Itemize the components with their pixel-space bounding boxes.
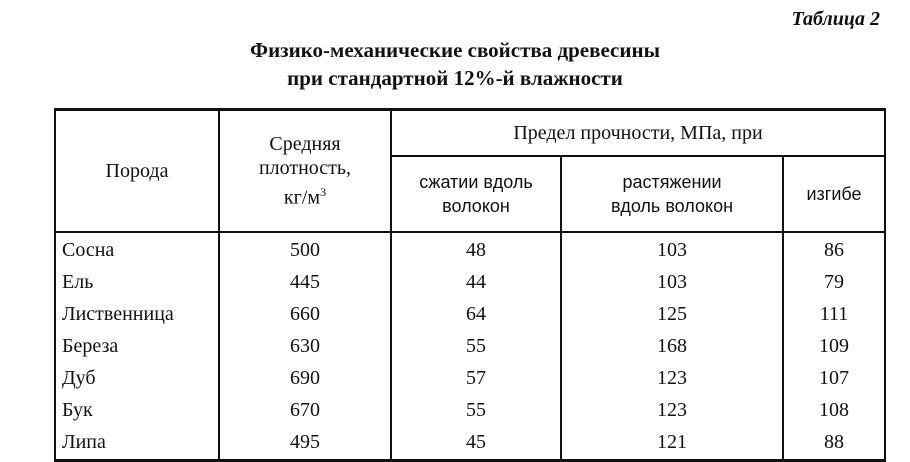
cell-density: 500: [219, 232, 391, 267]
header-density: [219, 110, 391, 232]
density-unit-text: кг/м: [283, 186, 321, 209]
cell-compression: 57: [391, 363, 561, 395]
table-row: [55, 232, 885, 267]
cell-tension: 123: [561, 363, 783, 395]
header-strength-group: Предел прочности, МПа, при: [391, 110, 885, 156]
header-bending: изгибе: [783, 156, 885, 232]
cell-bending: 79: [783, 267, 885, 299]
title-line-1: Физико-механические свойства древесины: [250, 38, 660, 62]
table-number-label: Таблица 2: [791, 8, 880, 30]
header-tension-line-1: растяжении: [622, 171, 722, 192]
cell-bending: 109: [783, 331, 885, 363]
cell-compression: 44: [391, 267, 561, 299]
table-header: [55, 110, 885, 232]
cell-species: Лиственница: [55, 299, 219, 331]
cell-density: 445: [219, 267, 391, 299]
header-compression-line-2: волокон: [442, 195, 510, 216]
cell-tension: 168: [561, 331, 783, 363]
cell-bending: 107: [783, 363, 885, 395]
cell-compression: 55: [391, 331, 561, 363]
header-density-line-2: плотность,: [258, 156, 352, 179]
cell-compression: 45: [391, 427, 561, 461]
wood-properties-table: [54, 108, 886, 462]
header-density-line-1: Средняя: [269, 132, 341, 155]
cell-density: 690: [219, 363, 391, 395]
header-compression-line-1: сжатии вдоль: [419, 171, 533, 192]
table-row: [55, 299, 885, 331]
table-row: [55, 395, 885, 427]
cell-bending: 108: [783, 395, 885, 427]
table-title: [0, 36, 910, 92]
cell-density: 630: [219, 331, 391, 363]
cell-tension: 103: [561, 267, 783, 299]
cell-species: Сосна: [55, 232, 219, 267]
header-compression: [391, 156, 561, 232]
cell-species: Береза: [55, 331, 219, 363]
header-tension-line-2: вдоль волокон: [610, 195, 734, 216]
cell-tension: 121: [561, 427, 783, 461]
cell-tension: 125: [561, 299, 783, 331]
cell-species: Бук: [55, 395, 219, 427]
cell-density: 660: [219, 299, 391, 331]
density-unit-exponent: 3: [320, 184, 327, 199]
cell-compression: 55: [391, 395, 561, 427]
cell-density: 670: [219, 395, 391, 427]
table-row: [55, 427, 885, 461]
table-row: [55, 363, 885, 395]
cell-compression: 48: [391, 232, 561, 267]
cell-bending: 111: [783, 299, 885, 331]
cell-tension: 123: [561, 395, 783, 427]
header-species: Порода: [55, 110, 219, 232]
header-density-unit: [220, 180, 390, 210]
cell-density: 495: [219, 427, 391, 461]
cell-species: Дуб: [55, 363, 219, 395]
cell-tension: 103: [561, 232, 783, 267]
table-body: [55, 232, 885, 461]
table-row: [55, 267, 885, 299]
table-row: [55, 331, 885, 363]
cell-species: Липа: [55, 427, 219, 461]
header-tension: [561, 156, 783, 232]
title-line-2: при стандартной 12%-й влажности: [287, 66, 623, 90]
cell-compression: 64: [391, 299, 561, 331]
cell-species: Ель: [55, 267, 219, 299]
cell-bending: 88: [783, 427, 885, 461]
cell-bending: 86: [783, 232, 885, 267]
